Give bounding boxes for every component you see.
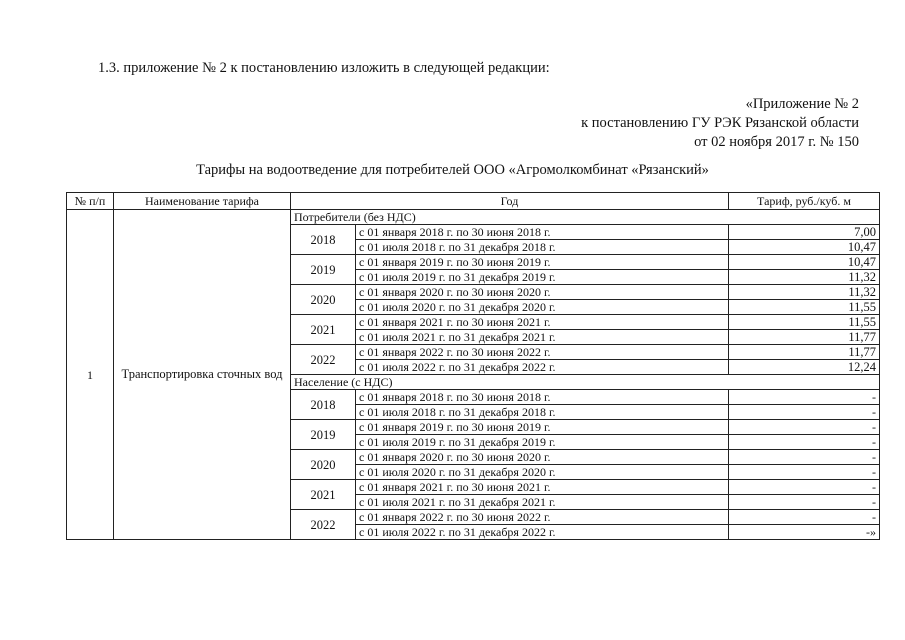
year-cell: 2019 bbox=[291, 420, 356, 450]
period-cell: с 01 января 2020 г. по 30 июня 2020 г. bbox=[356, 450, 729, 465]
period-cell: с 01 июля 2018 г. по 31 декабря 2018 г. bbox=[356, 240, 729, 255]
tariff-value: - bbox=[729, 435, 880, 450]
period-cell: с 01 июля 2020 г. по 31 декабря 2020 г. bbox=[356, 465, 729, 480]
header-num: № п/п bbox=[67, 193, 114, 210]
tariff-value: - bbox=[729, 405, 880, 420]
year-cell: 2018 bbox=[291, 390, 356, 420]
tariff-value: -» bbox=[729, 525, 880, 540]
year-cell: 2022 bbox=[291, 510, 356, 540]
period-cell: с 01 июля 2022 г. по 31 декабря 2022 г. bbox=[356, 525, 729, 540]
year-cell: 2020 bbox=[291, 450, 356, 480]
document-title: Тарифы на водоотведение для потребителей ООО «Агромолкомбинат «Рязанский» bbox=[196, 162, 709, 178]
period-cell: с 01 июля 2021 г. по 31 декабря 2021 г. bbox=[356, 330, 729, 345]
period-cell: с 01 июля 2020 г. по 31 декабря 2020 г. bbox=[356, 300, 729, 315]
period-cell: с 01 января 2018 г. по 30 июня 2018 г. bbox=[356, 390, 729, 405]
appendix-line-2: к постановлению ГУ РЭК Рязанской области bbox=[581, 115, 859, 131]
appendix-header bbox=[581, 95, 859, 152]
tariff-value: 11,77 bbox=[729, 345, 880, 360]
period-cell: с 01 июля 2021 г. по 31 декабря 2021 г. bbox=[356, 495, 729, 510]
appendix-line-3: от 02 ноября 2017 г. № 150 bbox=[694, 134, 859, 150]
tariff-value: - bbox=[729, 450, 880, 465]
header-tariff: Тариф, руб./куб. м bbox=[729, 193, 880, 210]
tariff-value: 12,24 bbox=[729, 360, 880, 375]
period-cell: с 01 июля 2019 г. по 31 декабря 2019 г. bbox=[356, 270, 729, 285]
tariff-value: 11,77 bbox=[729, 330, 880, 345]
tariff-name: Транспортировка сточных вод bbox=[114, 210, 291, 540]
tariff-table bbox=[66, 192, 880, 540]
tariff-value: - bbox=[729, 510, 880, 525]
period-cell: с 01 января 2020 г. по 30 июня 2020 г. bbox=[356, 285, 729, 300]
appendix-line-1: «Приложение № 2 bbox=[745, 96, 859, 112]
tariff-value: 11,55 bbox=[729, 300, 880, 315]
tariff-value: - bbox=[729, 465, 880, 480]
period-cell: с 01 января 2019 г. по 30 июня 2019 г. bbox=[356, 255, 729, 270]
group-label: Потребители (без НДС) bbox=[291, 210, 880, 225]
header-year: Год bbox=[291, 193, 729, 210]
year-cell: 2021 bbox=[291, 480, 356, 510]
period-cell: с 01 июля 2019 г. по 31 декабря 2019 г. bbox=[356, 435, 729, 450]
tariff-value: 7,00 bbox=[729, 225, 880, 240]
period-cell: с 01 января 2022 г. по 30 июня 2022 г. bbox=[356, 345, 729, 360]
year-cell: 2018 bbox=[291, 225, 356, 255]
period-cell: с 01 января 2021 г. по 30 июня 2021 г. bbox=[356, 315, 729, 330]
period-cell: с 01 января 2019 г. по 30 июня 2019 г. bbox=[356, 420, 729, 435]
tariff-value: 11,32 bbox=[729, 270, 880, 285]
year-cell: 2020 bbox=[291, 285, 356, 315]
tariff-value: - bbox=[729, 495, 880, 510]
group-label: Население (с НДС) bbox=[291, 375, 880, 390]
tariff-value: 10,47 bbox=[729, 255, 880, 270]
period-cell: с 01 января 2022 г. по 30 июня 2022 г. bbox=[356, 510, 729, 525]
period-cell: с 01 января 2021 г. по 30 июня 2021 г. bbox=[356, 480, 729, 495]
table-header-row bbox=[67, 193, 880, 210]
row-number: 1 bbox=[67, 210, 114, 540]
year-cell: 2019 bbox=[291, 255, 356, 285]
intro-paragraph: 1.3. приложение № 2 к постановлению изложить в следующей редакции: bbox=[98, 60, 550, 76]
period-cell: с 01 июля 2018 г. по 31 декабря 2018 г. bbox=[356, 405, 729, 420]
tariff-value: - bbox=[729, 480, 880, 495]
tariff-value: 11,55 bbox=[729, 315, 880, 330]
tariff-value: - bbox=[729, 420, 880, 435]
year-cell: 2021 bbox=[291, 315, 356, 345]
table-row bbox=[67, 210, 880, 225]
header-name: Наименование тарифа bbox=[114, 193, 291, 210]
year-cell: 2022 bbox=[291, 345, 356, 375]
period-cell: с 01 января 2018 г. по 30 июня 2018 г. bbox=[356, 225, 729, 240]
tariff-value: 11,32 bbox=[729, 285, 880, 300]
tariff-value: - bbox=[729, 390, 880, 405]
tariff-value: 10,47 bbox=[729, 240, 880, 255]
period-cell: с 01 июля 2022 г. по 31 декабря 2022 г. bbox=[356, 360, 729, 375]
